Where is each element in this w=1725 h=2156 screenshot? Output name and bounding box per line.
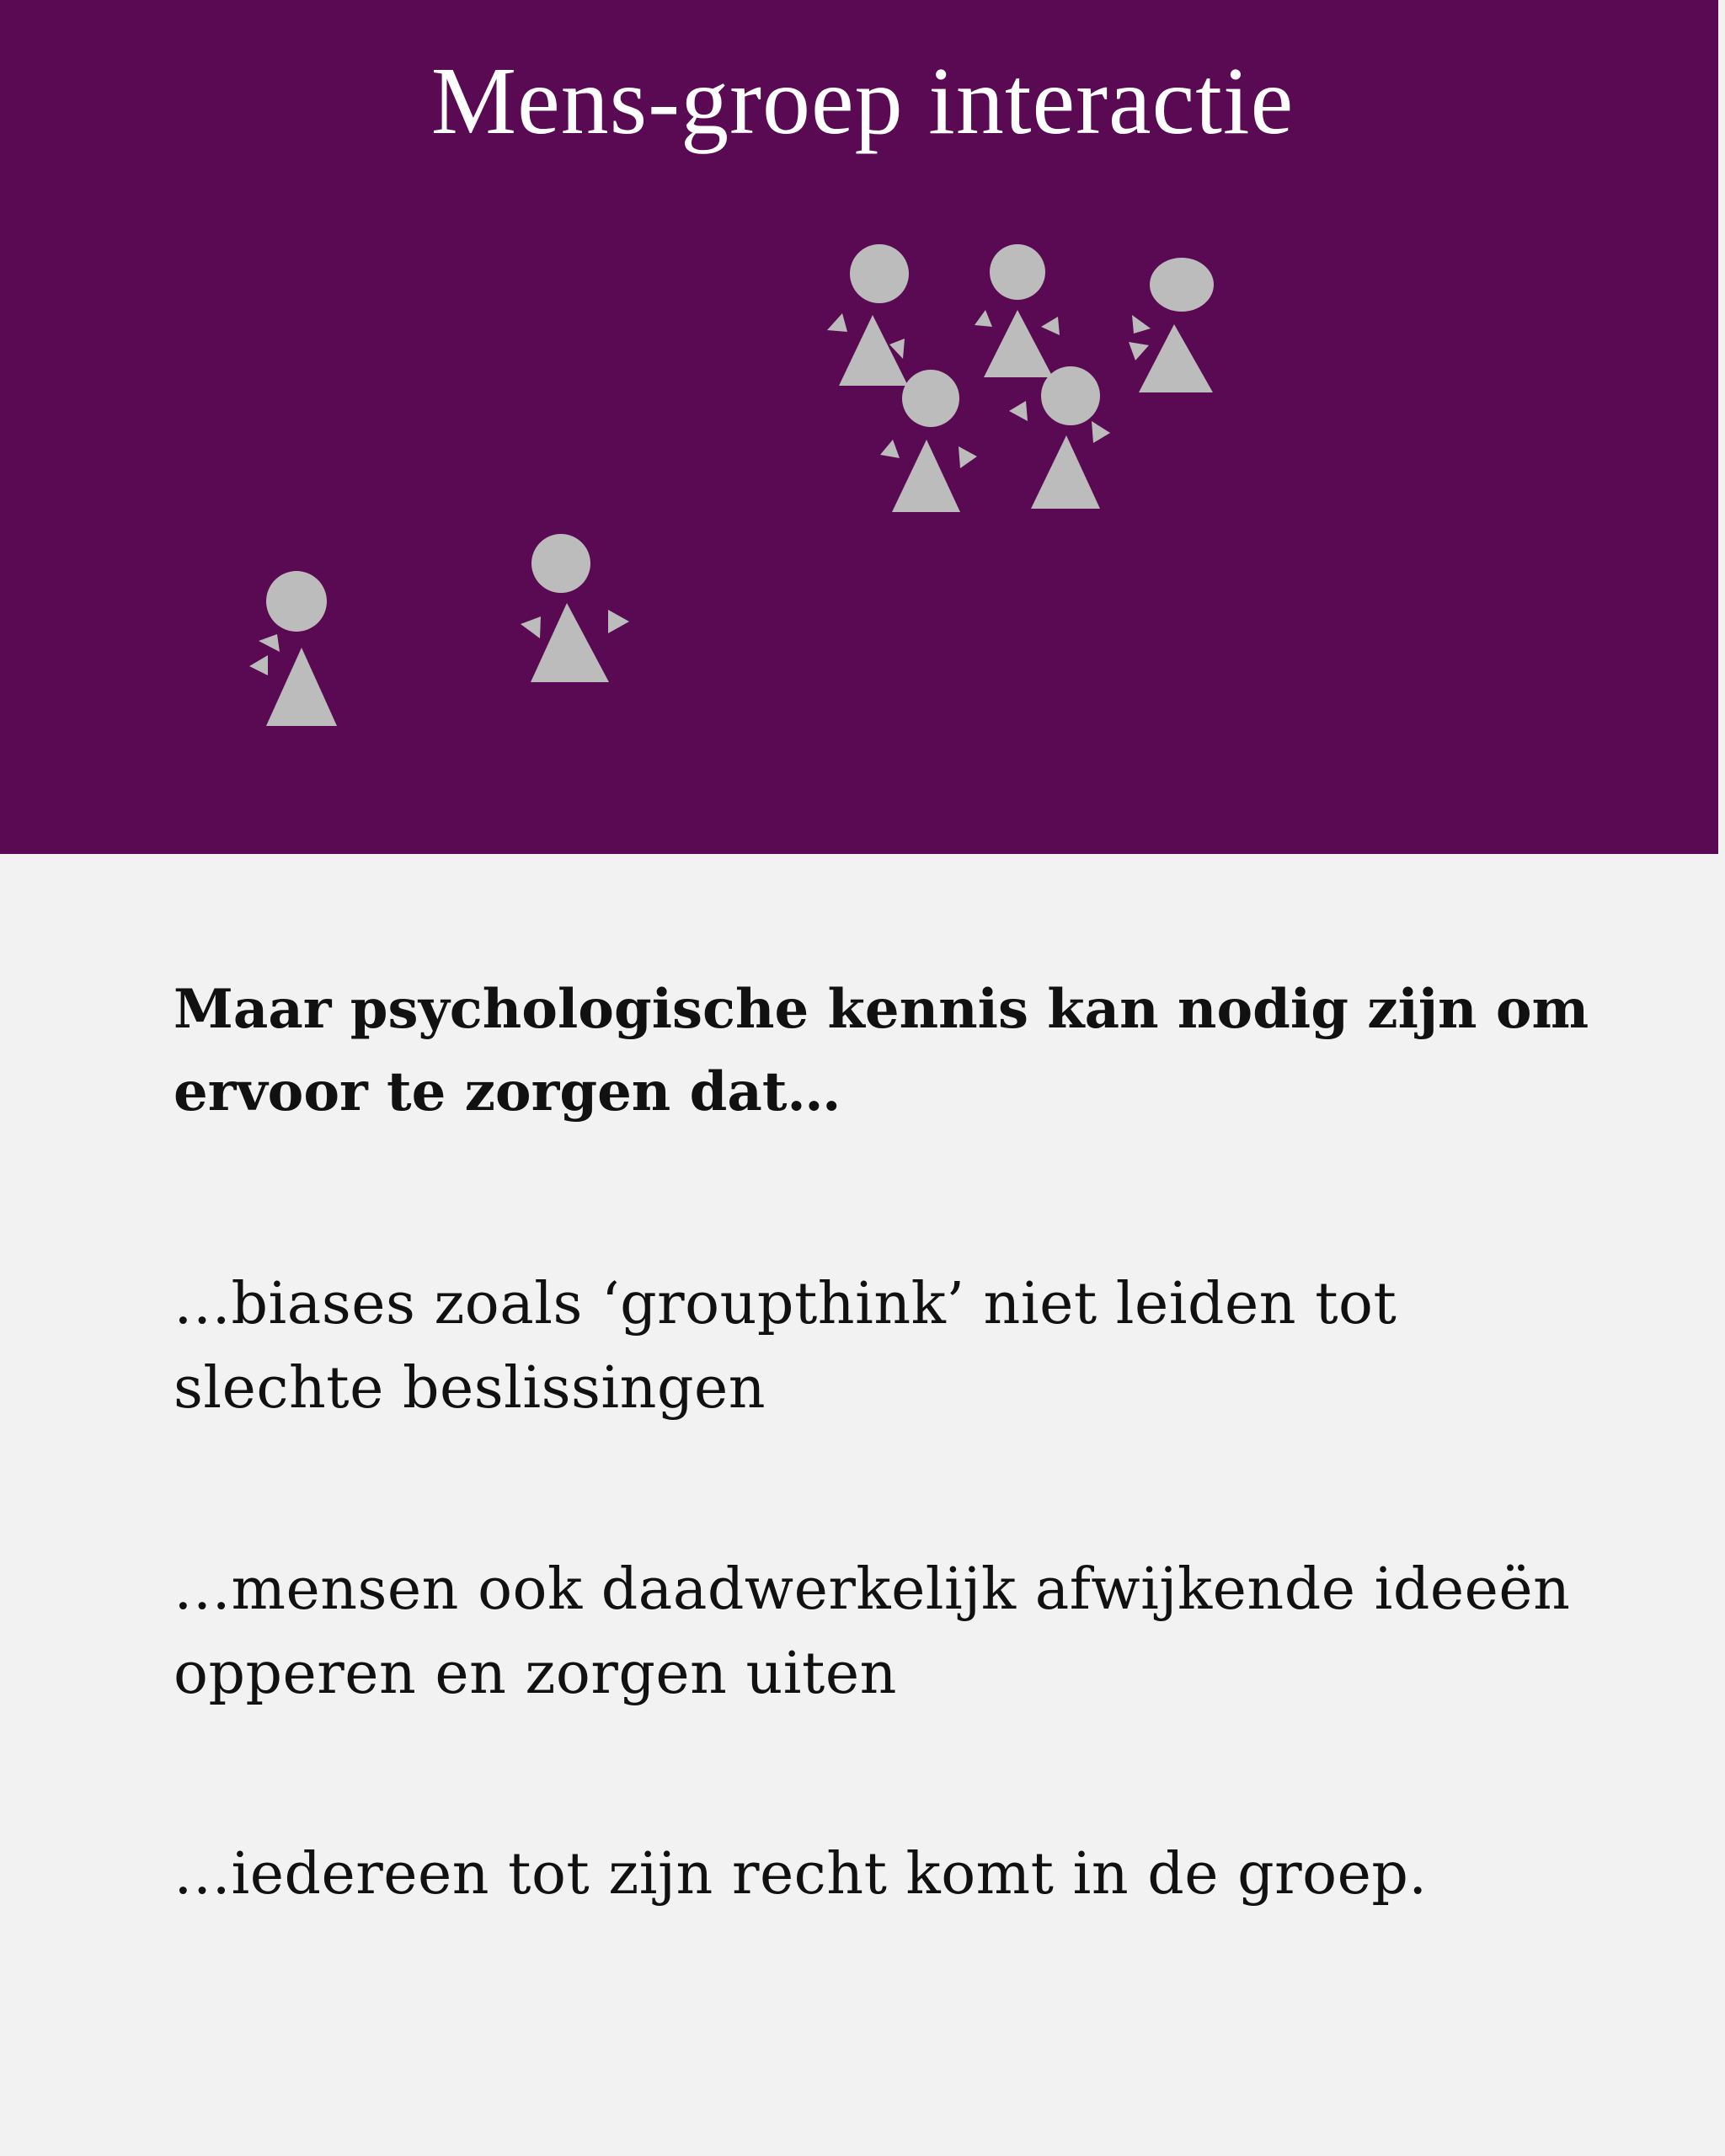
bullet-point: …biases zoals ‘groupthink’ niet leiden tot slechte beslissingen	[174, 1271, 1397, 1422]
person-figure-icon	[249, 571, 337, 726]
header-banner	[0, 0, 1718, 854]
person-figure-icon	[827, 244, 909, 386]
lead-text: Maar psychologische kennis kan nodig zijn om ervoor te zorgen dat…	[174, 978, 1589, 1123]
person-figure-icon	[521, 534, 629, 682]
body-text	[174, 969, 1605, 1908]
person-figure-icon	[1129, 258, 1214, 392]
bullet-point: …mensen ook daadwerkelijk afwijkende ideeën opperen en zorgen uiten	[174, 1556, 1571, 1707]
bullet-point: …iedereen tot zijn recht komt in de groep.	[174, 1841, 1428, 1908]
person-figure-icon	[880, 370, 977, 512]
group-illustration	[0, 0, 1725, 854]
person-figure-icon	[1009, 366, 1110, 509]
person-figure-icon	[975, 244, 1060, 377]
slide-title: Mens-groep interactie	[430, 47, 1295, 154]
